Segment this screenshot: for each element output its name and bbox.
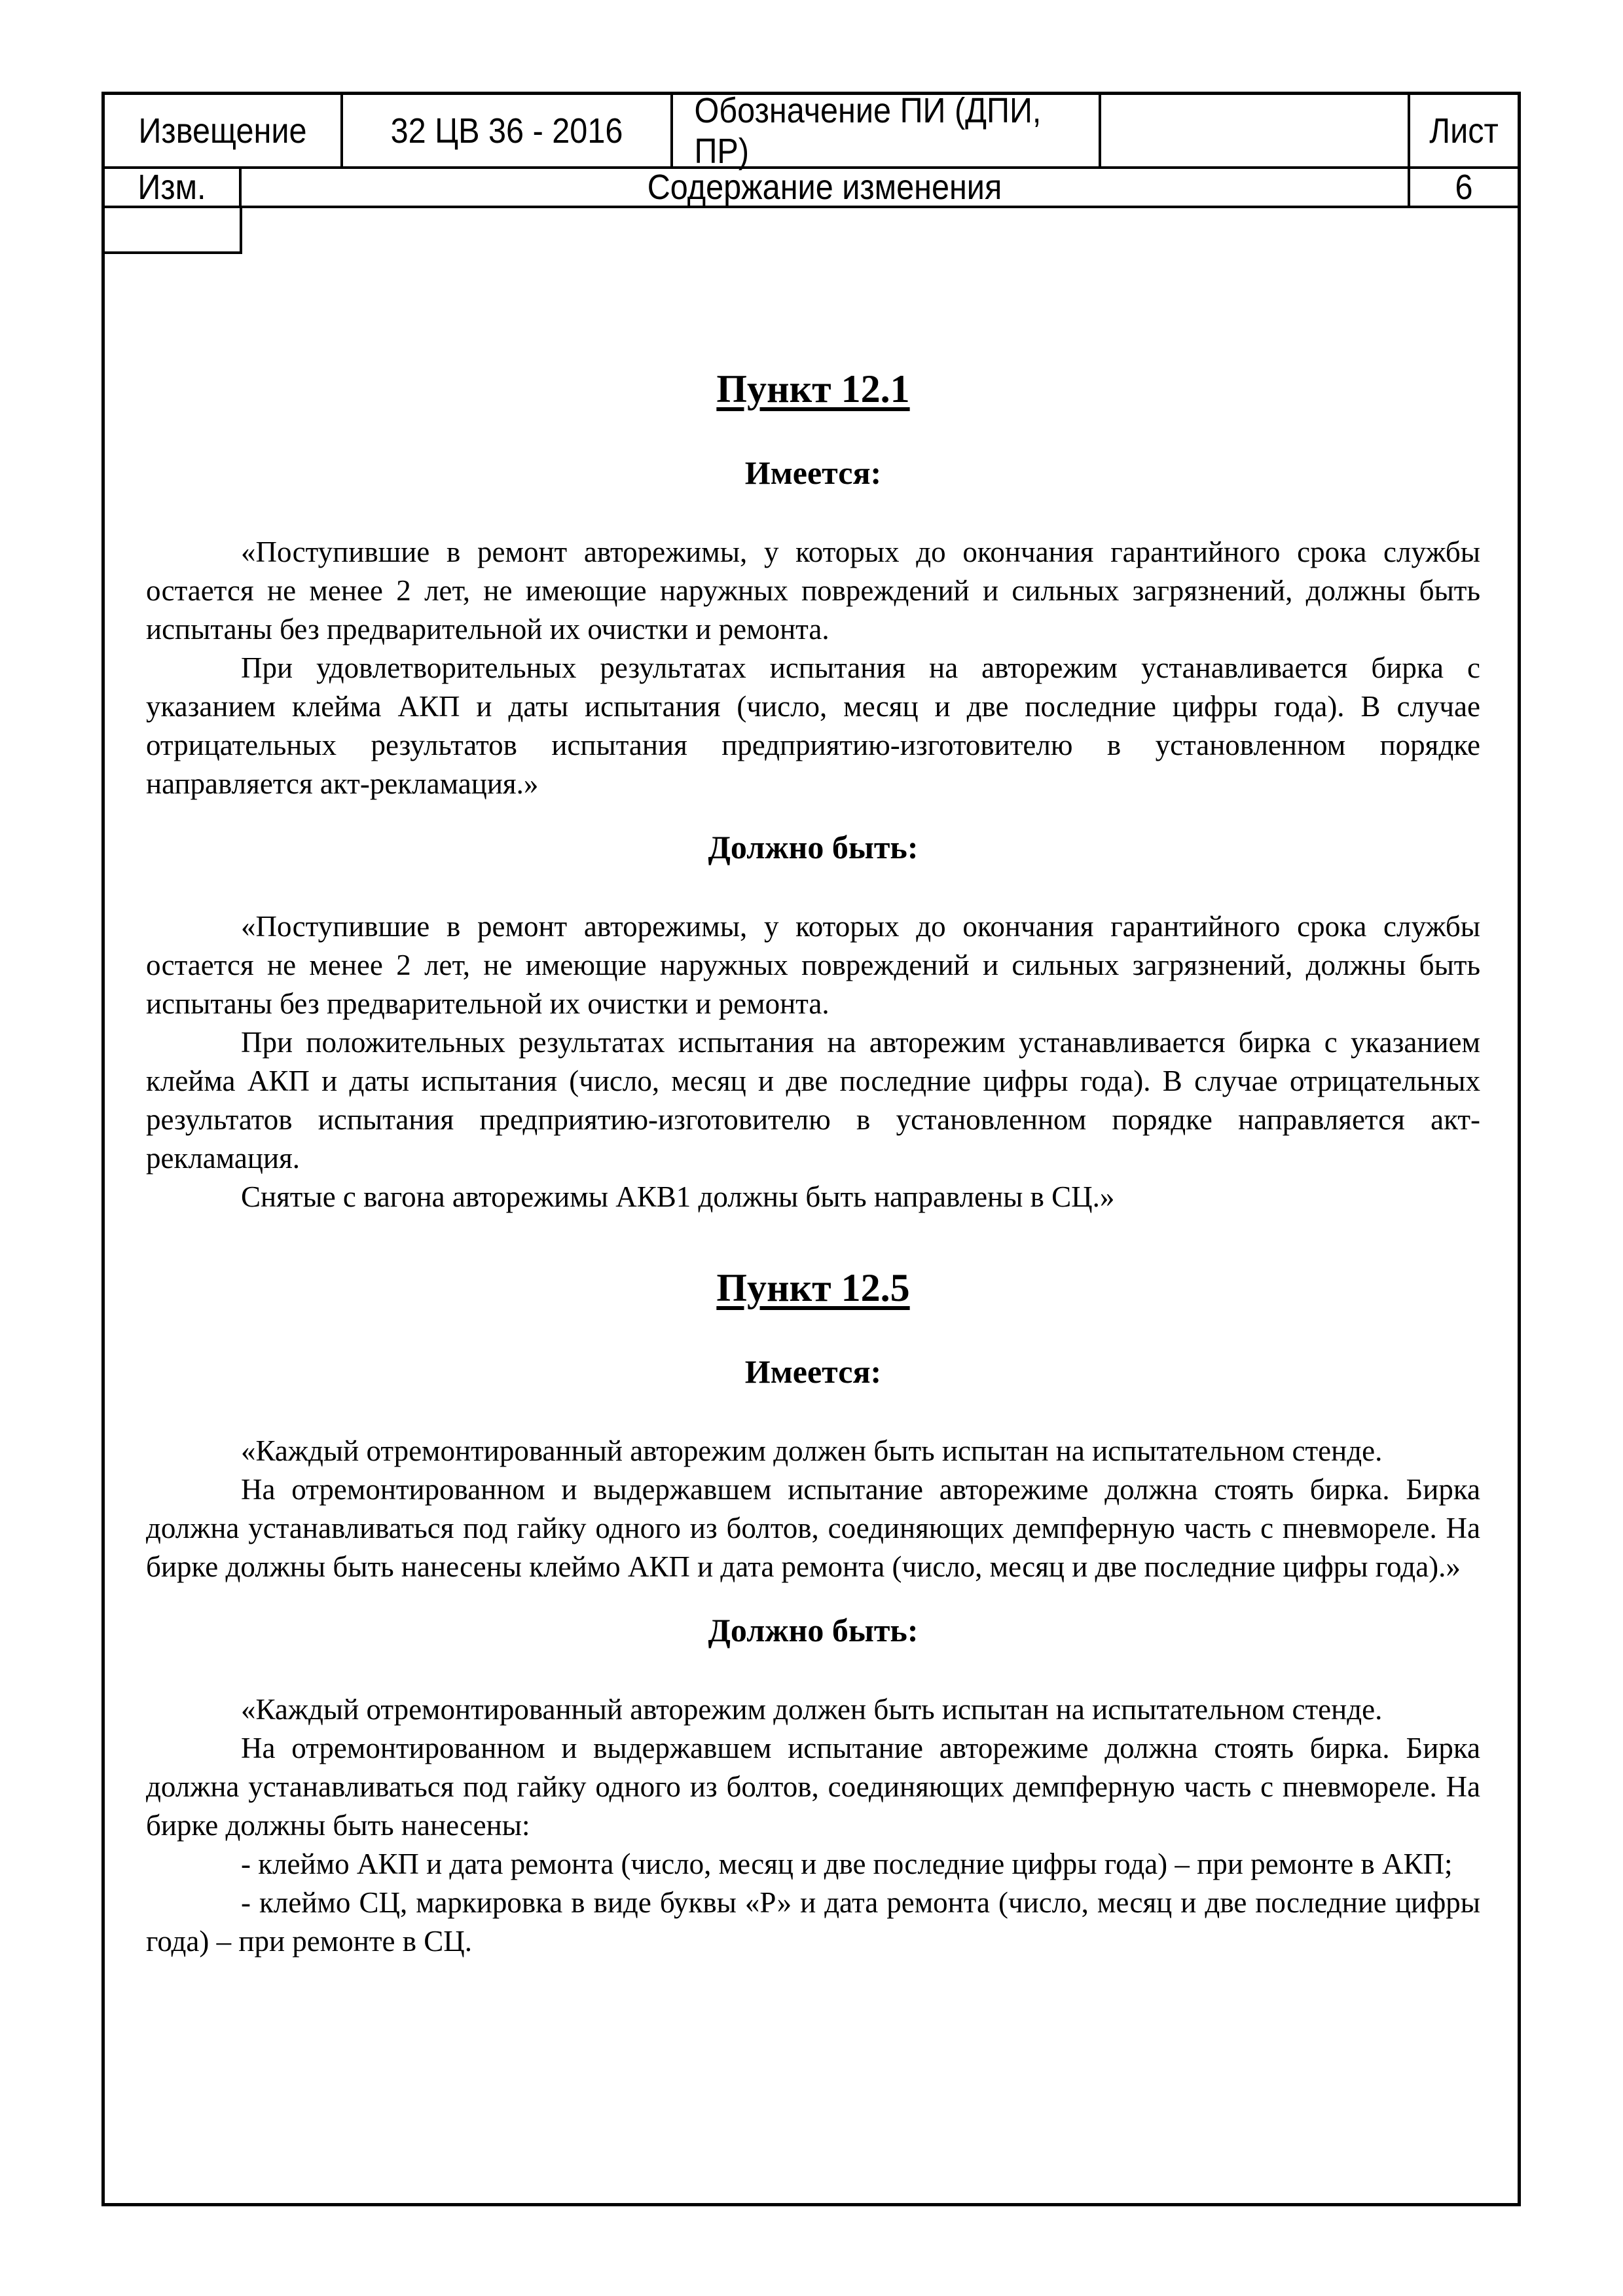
paragraph: На отремонтированном и выдержавшем испытание авторежиме должна стоять бирка. Бирка должна устанавливаться под гайку одного из болтов, соединяющих демпферную часть с пневмореле. На бирке должны быть нанесены клеймо АКП и дата ремонта (число, месяц и две последние цифры года).» [146, 1473, 1480, 1583]
content-label: Содержание изменения [647, 168, 1002, 207]
header-divider [340, 95, 343, 166]
paragraph: «Каждый отремонтированный авторежим должен быть испытан на испытательном стенде. [241, 1693, 1383, 1726]
paragraph: «Каждый отремонтированный авторежим должен быть испытан на испытательном стенде. [241, 1434, 1383, 1467]
header-divider [1408, 95, 1410, 166]
existing-label: Имеется: [744, 454, 882, 491]
header-divider [239, 169, 242, 206]
existing-label: Имеется: [744, 1353, 882, 1390]
should-text [146, 1690, 1480, 1961]
paragraph: «Поступившие в ремонт авторежимы, у которых до окончания гарантийного срока службы остается не менее 2 лет, не имеющие наружных повреждений и сильных загрязнений, должны быть испытаны без предварительной их очистки и ремонта. [146, 910, 1480, 1020]
document-frame [101, 92, 1521, 2206]
should-text [146, 907, 1480, 1216]
designation-label: Обозначение ПИ (ДПИ, ПР) [694, 90, 1042, 171]
sheet-label: Лист [1429, 111, 1499, 151]
designation-value [1116, 95, 1392, 166]
paragraph: При удовлетворительных результатах испытания на авторежим устанавливается бирка с указанием клейма АКП и даты испытания (число, месяц и две последние цифры года). В случае отрицательных результатов испытания предприятию-изготовителю в установленном порядке направляется акт-рекламация.» [146, 651, 1480, 800]
section-title: Пункт 12.5 [716, 1266, 910, 1309]
list-item: - клеймо СЦ, маркировка в виде буквы «Р» и дата ремонта (число, месяц и две последние цифры года) – при ремонте в СЦ. [146, 1886, 1480, 1958]
should-label: Должно быть: [708, 829, 919, 866]
section-title: Пункт 12.1 [716, 367, 910, 410]
existing-text [146, 1432, 1480, 1586]
header-row-bottom [105, 169, 1518, 208]
change-label: Изм. [137, 168, 206, 207]
list-item: - клеймо АКП и дата ремонта (число, месяц и две последние цифры года) – при ремонте в АКП; [241, 1848, 1453, 1880]
document-body [146, 272, 1480, 1961]
header-row-top [105, 90, 1518, 171]
paragraph: «Поступившие в ремонт авторежимы, у которых до окончания гарантийного срока службы остается не менее 2 лет, не имеющие наружных повреждений и сильных загрязнений, должны быть испытаны без предварительной их очистки и ремонта. [146, 536, 1480, 646]
change-number-cell [105, 208, 242, 254]
sheet-number: 6 [1455, 168, 1473, 207]
header-divider [1408, 169, 1410, 206]
should-label: Должно быть: [708, 1612, 919, 1649]
header-divider [670, 95, 673, 166]
existing-text [146, 533, 1480, 803]
notice-number: 32 ЦВ 36 - 2016 [390, 111, 623, 151]
paragraph: При положительных результатах испытания на авторежим устанавливается бирка с указанием клейма АКП и даты испытания (число, месяц и две последние цифры года). В случае отрицательных результатов испытания предприятию-изготовителю в установленном порядке направляется акт-рекламация. [146, 1026, 1480, 1175]
notice-label: Извещение [138, 111, 307, 151]
paragraph: Снятые с вагона авторежимы АКВ1 должны быть направлены в СЦ.» [241, 1180, 1115, 1213]
header-divider [1099, 95, 1101, 166]
paragraph: На отремонтированном и выдержавшем испытание авторежиме должна стоять бирка. Бирка должна устанавливаться под гайку одного из болтов, соединяющих демпферную часть с пневмореле. На бирке должны быть нанесены: [146, 1732, 1480, 1842]
